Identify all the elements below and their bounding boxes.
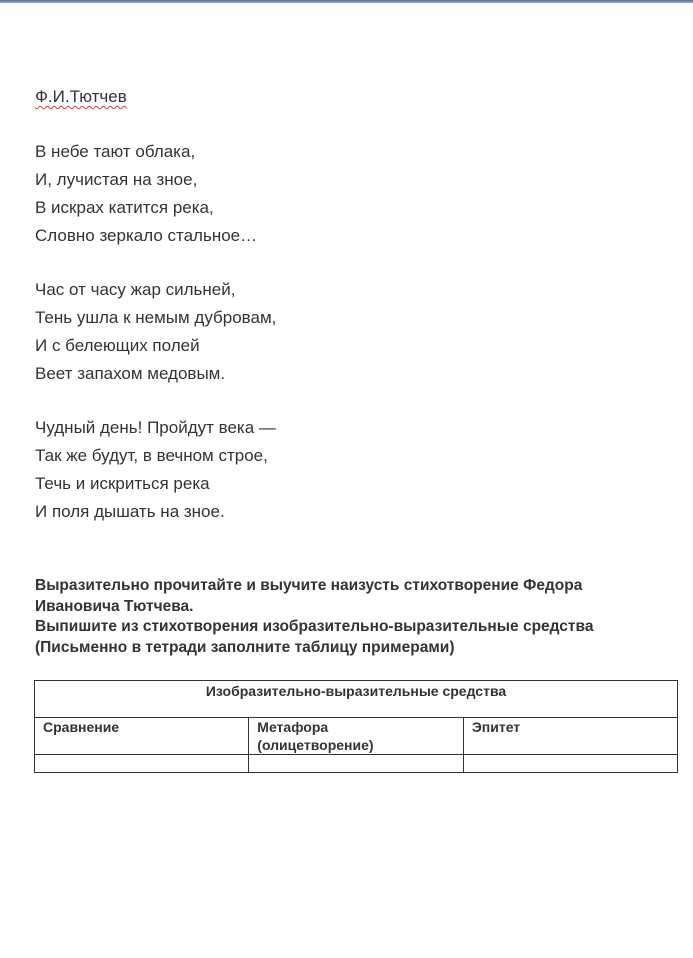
poem bbox=[35, 138, 635, 552]
table-header: Изобразительно-выразительные средства bbox=[35, 681, 678, 718]
expressive-means-table bbox=[34, 680, 678, 773]
poem-line: Течь и искриться река bbox=[35, 474, 210, 493]
stanza-3 bbox=[35, 414, 635, 526]
poem-line: Так же будут, в вечном строе, bbox=[35, 446, 268, 465]
table-header-row bbox=[35, 681, 678, 718]
task-line: Ивановича Тютчева. bbox=[35, 597, 194, 615]
stanza-2 bbox=[35, 276, 635, 388]
column-label: Метафора (олицетворение) bbox=[257, 719, 374, 753]
poem-line: Словно зеркало стальное… bbox=[35, 226, 258, 245]
empty-cell bbox=[35, 755, 249, 773]
top-edge-rule bbox=[0, 0, 693, 3]
task-instructions bbox=[35, 576, 675, 658]
task-line: Выпишите из стихотворения изобразительно-выразительные средства bbox=[35, 618, 594, 635]
column-comparison bbox=[35, 718, 249, 755]
poem-author: Ф.И.Тютчев bbox=[35, 87, 127, 106]
stanza-1 bbox=[35, 138, 635, 250]
column-label: Сравнение bbox=[43, 719, 120, 735]
poem-line: Чудный день! Пройдут века — bbox=[35, 418, 276, 437]
poem-line: В искрах катится река, bbox=[35, 198, 214, 217]
poem-line: В небе тают облака, bbox=[35, 142, 196, 161]
task-line: (Письменно в тетради заполните таблицу примерами) bbox=[35, 638, 455, 656]
table-columns-row bbox=[35, 718, 678, 755]
poem-line: Тень ушла к немым дубровам, bbox=[35, 308, 277, 327]
poem-line: Час от часу жар сильней, bbox=[35, 280, 236, 299]
empty-cell bbox=[249, 755, 464, 773]
poem-line: И, лучистая на зное, bbox=[35, 170, 198, 189]
poem-line: И с белеющих полей bbox=[35, 336, 200, 355]
poem-line: Веет запахом медовым. bbox=[35, 364, 226, 383]
column-label: Эпитет bbox=[471, 719, 521, 735]
table-empty-row bbox=[35, 755, 678, 773]
column-metaphor bbox=[249, 718, 464, 755]
task-line: Выразительно прочитайте и выучите наизусть стихотворение Федора bbox=[35, 577, 583, 594]
column-epithet bbox=[463, 718, 677, 755]
poem-line: И поля дышать на зное. bbox=[35, 502, 225, 521]
empty-cell bbox=[463, 755, 677, 773]
